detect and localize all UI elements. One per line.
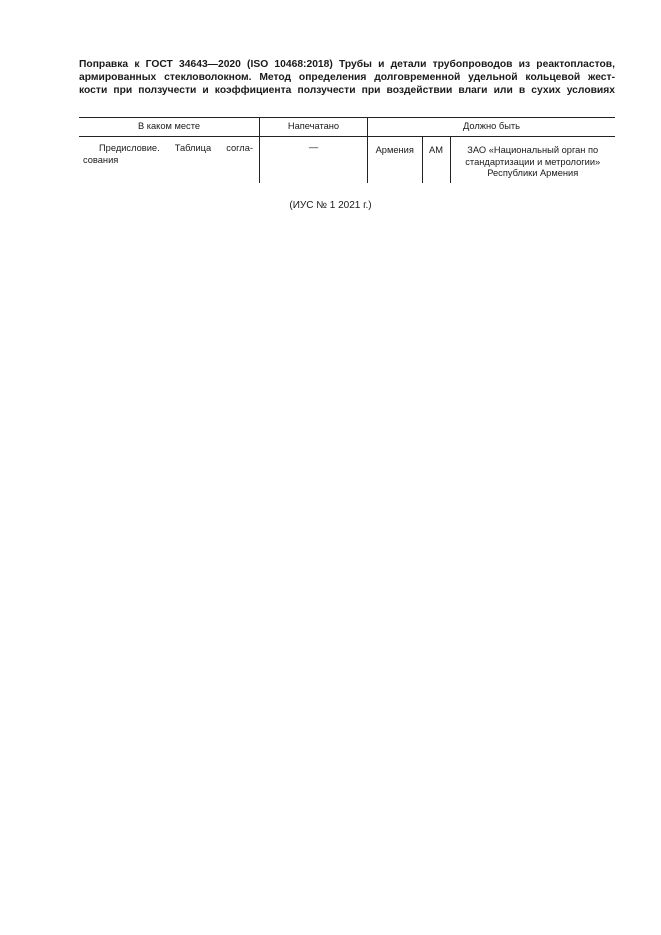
header-should-be: Должно быть xyxy=(368,118,616,137)
country-cell: Армения xyxy=(375,145,414,155)
organization-cell: ЗАО «Национальный орган по стандартизации и метрологии» Республики Армения xyxy=(450,137,615,183)
header-where: В каком месте xyxy=(79,118,260,137)
cell-should-be xyxy=(368,137,616,184)
cell-where xyxy=(79,137,260,184)
title-line-2: армированных стекловолокном. Метод определения долговременной удельной кольцевой жест- xyxy=(79,72,615,83)
printed-text: — xyxy=(308,142,319,152)
cell-printed xyxy=(260,137,368,184)
should-be-subtable xyxy=(368,137,615,183)
title-line-3: кости при ползучести и коэффициента ползучести при воздействии влаги или в сухих условиях xyxy=(79,85,615,96)
header-printed: Напечатано xyxy=(260,118,368,137)
table-row xyxy=(79,137,615,184)
source-reference: (ИУС № 1 2021 г.) xyxy=(289,200,372,211)
title-line-1: Поправка к ГОСТ 34643—2020 (ISO 10468:2018) Трубы и детали трубопроводов из реактопластов, xyxy=(79,59,615,70)
table-header-row xyxy=(79,118,615,137)
where-text: Предисловие. Таблица согла-сования xyxy=(83,143,253,165)
country-code-cell: AM xyxy=(422,137,450,183)
amendment-title xyxy=(79,58,615,97)
correction-table xyxy=(79,117,615,183)
